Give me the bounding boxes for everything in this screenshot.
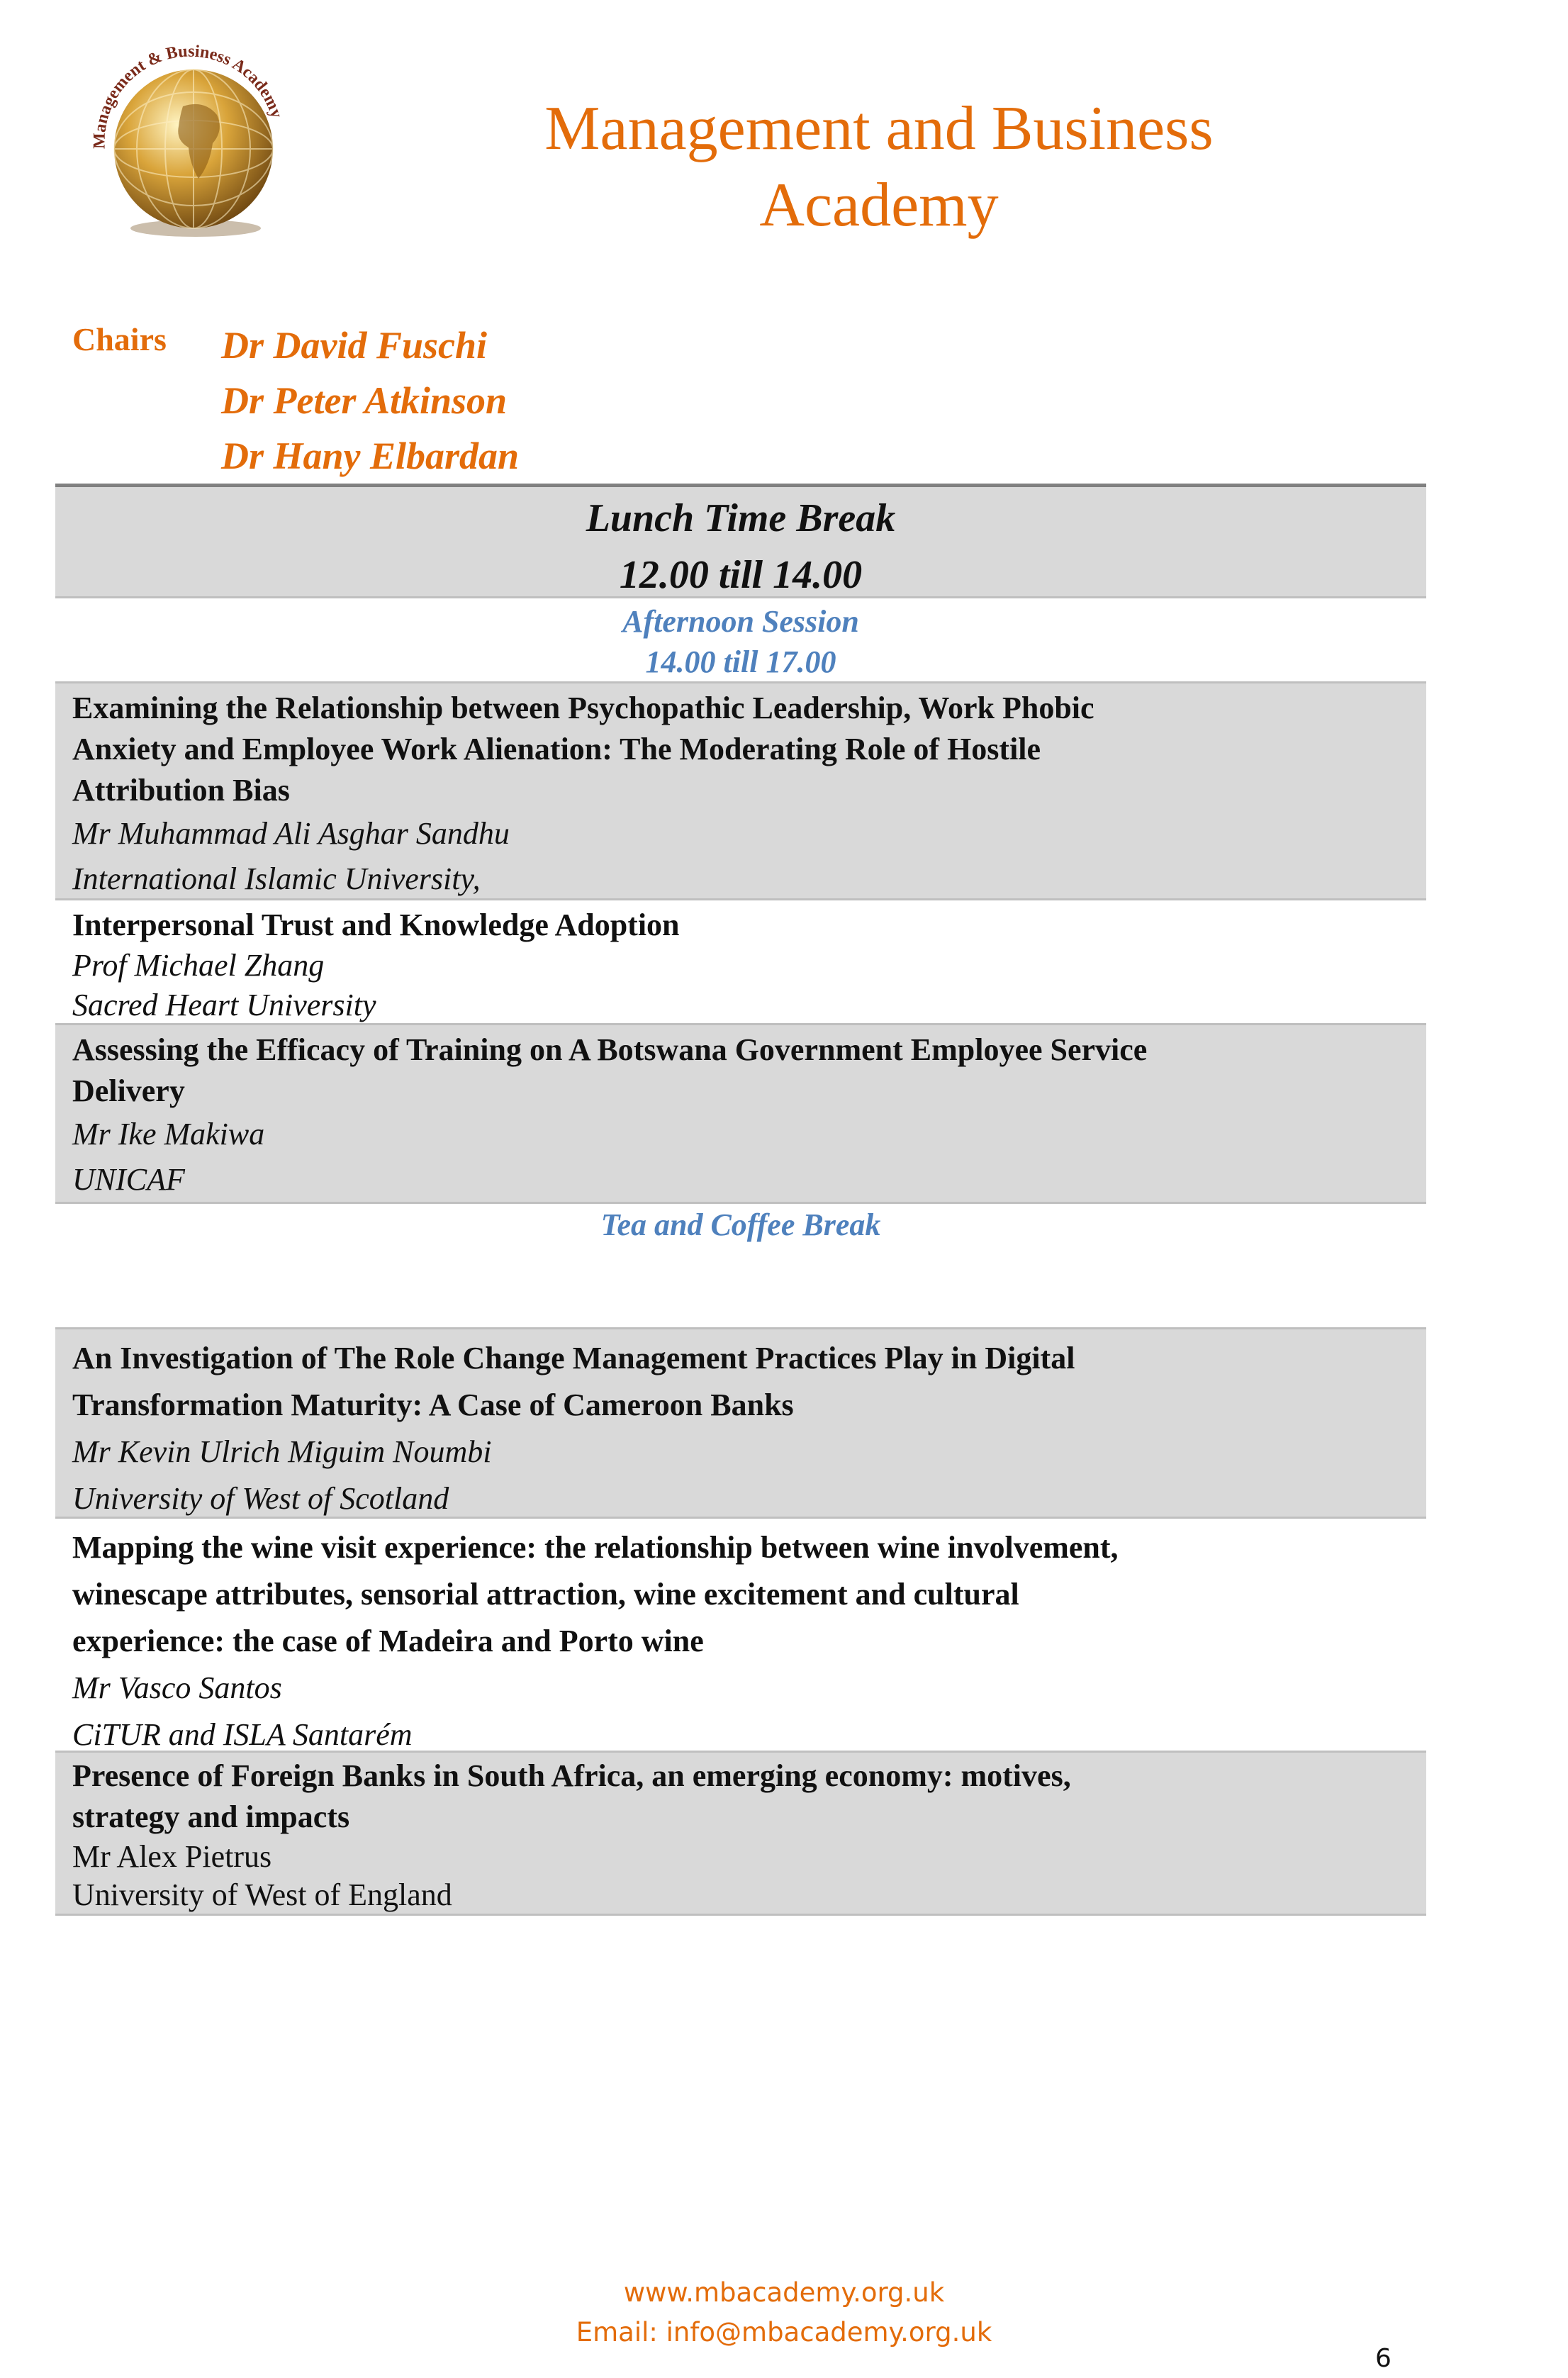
paper-title: Examining the Relationship between Psychopathic Leadership, Work Phobic bbox=[72, 691, 1094, 725]
lunch-break-row bbox=[55, 484, 1426, 598]
chair-name: Dr Peter Atkinson bbox=[221, 379, 508, 422]
paper-title: winescape attributes, sensorial attraction, wine excitement and cultural bbox=[72, 1577, 1019, 1612]
paper-row bbox=[55, 683, 1426, 900]
paper-title: Anxiety and Employee Work Alienation: The Moderating Role of Hostile bbox=[72, 732, 1041, 766]
paper-title: Assessing the Efficacy of Training on A Botswana Government Employee Service bbox=[72, 1032, 1148, 1067]
paper-title: Delivery bbox=[72, 1073, 185, 1108]
tea-break-row bbox=[55, 1204, 1426, 1329]
academy-logo bbox=[77, 28, 303, 241]
paper-title: Presence of Foreign Banks in South Africa, an emerging economy: motives, bbox=[72, 1758, 1071, 1793]
chairs-label: Chairs bbox=[72, 321, 167, 357]
title-line-1: Management and Business bbox=[544, 94, 1214, 163]
footer-website[interactable]: www.mbacademy.org.uk bbox=[623, 2277, 945, 2308]
paper-title: An Investigation of The Role Change Management Practices Play in Digital bbox=[72, 1341, 1075, 1375]
paper-row bbox=[55, 1025, 1426, 1204]
paper-presenter: Mr Ike Makiwa bbox=[72, 1117, 265, 1151]
paper-title: Interpersonal Trust and Knowledge Adoption bbox=[72, 908, 680, 942]
paper-affiliation: University of West of England bbox=[72, 1877, 452, 1912]
paper-row bbox=[55, 1753, 1426, 1916]
paper-affiliation: International Islamic University, bbox=[72, 861, 481, 896]
paper-title: experience: the case of Madeira and Porto wine bbox=[72, 1624, 704, 1658]
title-line-2: Academy bbox=[759, 171, 999, 240]
paper-row bbox=[55, 900, 1426, 1025]
chairs-list bbox=[221, 318, 519, 484]
page-number: 6 bbox=[1375, 2344, 1391, 2373]
paper-affiliation: Sacred Heart University bbox=[72, 988, 376, 1022]
organization-title bbox=[454, 91, 1304, 244]
paper-title: Transformation Maturity: A Case of Cameroon Banks bbox=[72, 1388, 794, 1422]
logo-arc-text: Management & Business Academy bbox=[90, 42, 286, 150]
paper-title: strategy and impacts bbox=[72, 1799, 350, 1834]
lunch-break-title: Lunch Time Break bbox=[586, 496, 896, 540]
paper-presenter: Prof Michael Zhang bbox=[72, 948, 325, 983]
paper-affiliation: CiTUR and ISLA Santarém bbox=[72, 1717, 413, 1752]
paper-title: Mapping the wine visit experience: the relationship between wine involvement, bbox=[72, 1530, 1119, 1565]
chair-name: Dr David Fuschi bbox=[221, 324, 488, 367]
paper-affiliation: University of West of Scotland bbox=[72, 1481, 449, 1516]
paper-presenter: Mr Alex Pietrus bbox=[72, 1839, 272, 1874]
paper-presenter: Mr Kevin Ulrich Miguim Noumbi bbox=[72, 1434, 492, 1469]
afternoon-session-row bbox=[55, 598, 1426, 683]
chair-name: Dr Hany Elbardan bbox=[221, 435, 520, 477]
paper-title: Attribution Bias bbox=[72, 773, 290, 808]
paper-row bbox=[55, 1519, 1426, 1753]
paper-row bbox=[55, 1327, 1426, 1519]
afternoon-session-time: 14.00 till 17.00 bbox=[645, 644, 836, 679]
lunch-break-time: 12.00 till 14.00 bbox=[619, 553, 863, 597]
paper-presenter: Mr Vasco Santos bbox=[72, 1670, 282, 1705]
footer-email[interactable]: Email: info@mbacademy.org.uk bbox=[576, 2317, 992, 2348]
paper-presenter: Mr Muhammad Ali Asghar Sandhu bbox=[72, 816, 510, 851]
tea-break-label: Tea and Coffee Break bbox=[600, 1207, 881, 1242]
paper-affiliation: UNICAF bbox=[72, 1162, 185, 1197]
afternoon-session-title: Afternoon Session bbox=[622, 604, 859, 639]
